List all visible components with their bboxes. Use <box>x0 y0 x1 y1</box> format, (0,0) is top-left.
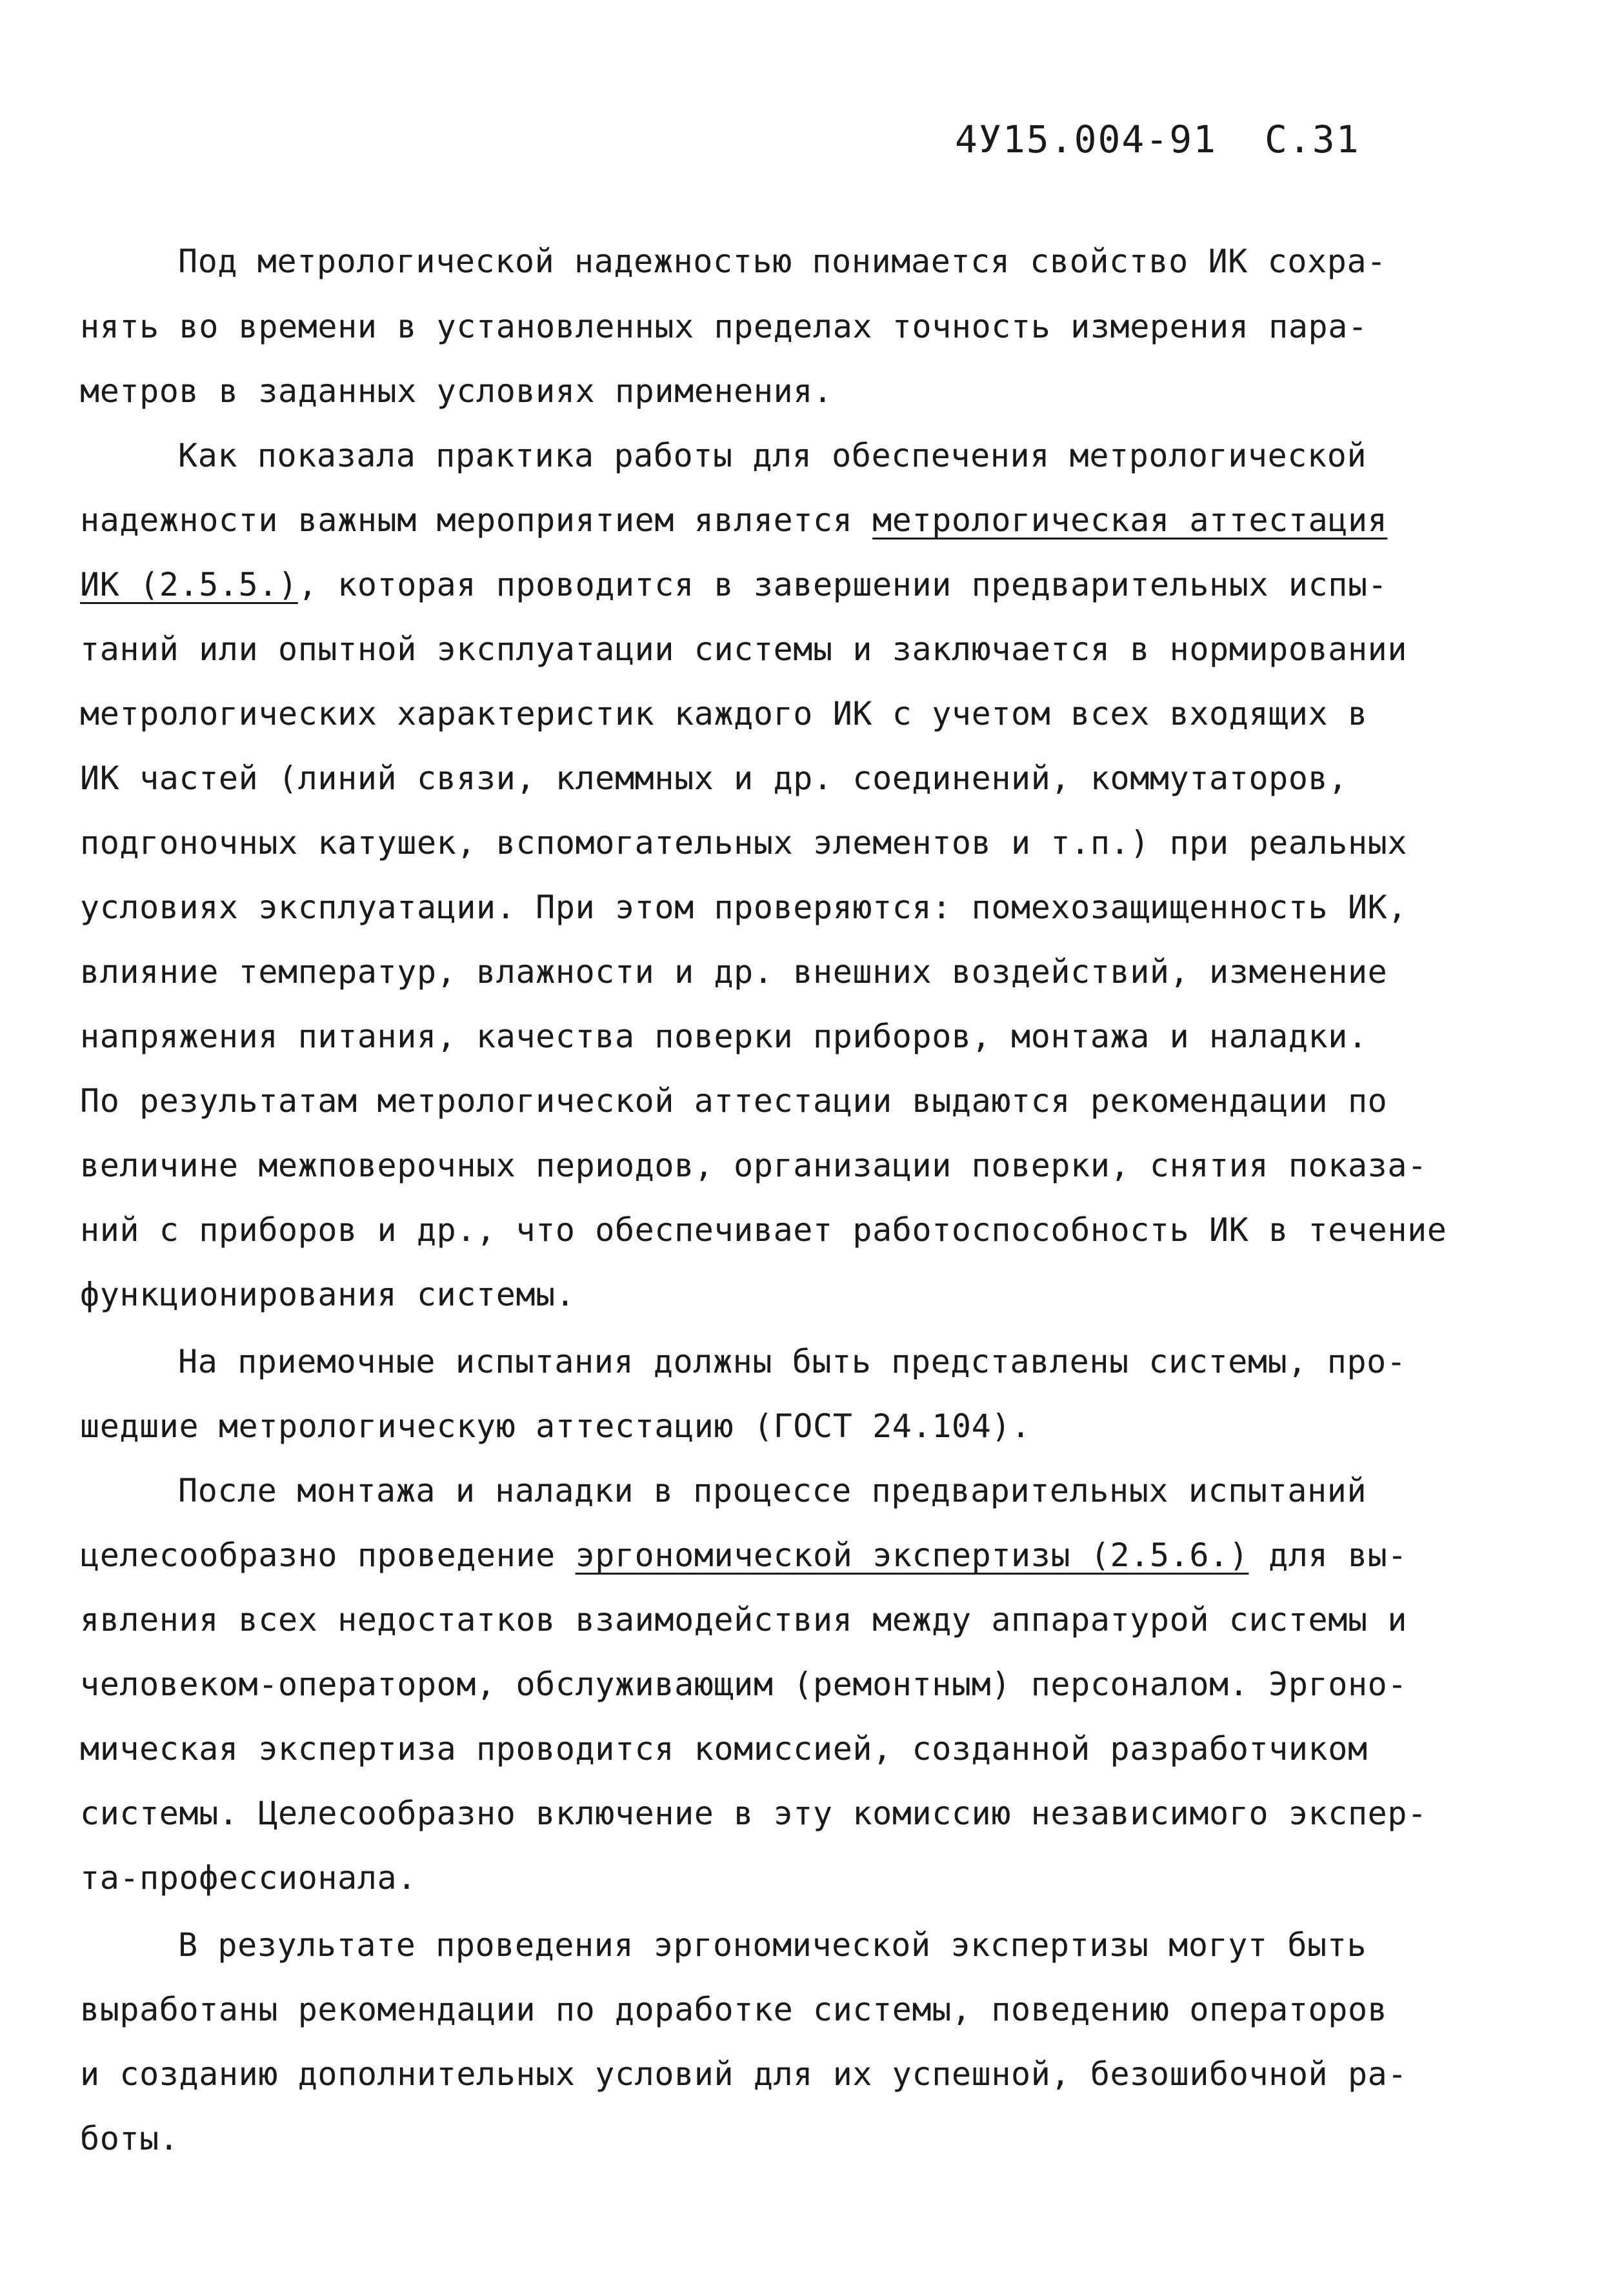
text-line: системы. Целесообразно включение в эту комиссию независимого экспер- <box>80 1795 1427 1832</box>
text-line: напряжения питания, качества поверки приборов, монтажа и наладки. <box>80 1018 1368 1055</box>
text-line <box>80 501 1387 539</box>
text-line: таний или опытной эксплуатации системы и заключается в нормировании <box>80 630 1408 668</box>
text-line: величине межповерочных периодов, организации поверки, снятия показа- <box>80 1147 1427 1184</box>
text-fragment: надежности важным мероприятием является <box>80 501 853 539</box>
reference-link-ergonomic-expertise: эргономической экспертизы (2.5.6.) <box>575 1537 1249 1574</box>
text-line: метров в заданных условиях применения. <box>80 372 833 410</box>
text-line: и созданию дополнительных условий для их успешной, безошибочной ра- <box>80 2055 1408 2093</box>
text-line: боты. <box>80 2120 179 2157</box>
text-line: мическая экспертиза проводится комиссией, созданной разработчиком <box>80 1730 1368 1768</box>
text-line: явления всех недостатков взаимодействия между аппаратурой системы и <box>80 1601 1408 1638</box>
text-fragment: , которая проводится в завершении предварительных испы- <box>297 566 1388 603</box>
text-line <box>80 565 1387 604</box>
text-line: та-профессионала. <box>80 1859 417 1897</box>
text-line: ИК частей (линий связи, клеммных и др. соединений, коммутаторов, <box>80 760 1348 797</box>
text-line: влияние температур, влажности и др. внешних воздействий, изменение <box>80 953 1388 991</box>
text-line: ний с приборов и др., что обеспечивает работоспособность ИК в течение <box>80 1211 1447 1249</box>
text-fragment: целесообразно проведение <box>80 1537 556 1574</box>
text-line: выработаны рекомендации по доработке системы, поведению операторов <box>80 1991 1388 2028</box>
text-line: условиях эксплуатации. При этом проверяются: помехозащищенность ИК, <box>80 889 1408 926</box>
text-line: На приемочные испытания должны быть представлены системы, про- <box>178 1343 1407 1380</box>
text-line: шедшие метрологическую аттестацию (ГОСТ 24.104). <box>80 1407 1031 1445</box>
text-line: подгоночных катушек, вспомогательных элементов и т.п.) при реальных <box>80 824 1408 862</box>
text-line: По результатам метрологической аттестации выдаются рекомендации по <box>80 1082 1388 1120</box>
text-line: После монтажа и наладки в процессе предварительных испытаний <box>178 1472 1367 1509</box>
reference-link-metrological-attestation: метрологическая аттестация <box>872 501 1388 539</box>
reference-link-section-2-5-5: ИК (2.5.5.) <box>80 566 298 603</box>
text-line: метрологических характеристик каждого ИК с учетом всех входящих в <box>80 695 1368 732</box>
text-line <box>80 1536 1407 1575</box>
page-header: 4У15.004-91 С.31 <box>955 117 1360 161</box>
text-line: функционирования системы. <box>80 1276 576 1313</box>
text-line: В результате проведения эргономической экспертизы могут быть <box>178 1926 1367 1964</box>
text-line: человеком-оператором, обслуживающим (ремонтным) персоналом. Эргоно- <box>80 1666 1408 1703</box>
text-line: Под метрологической надежностью понимается свойство ИК сохра- <box>178 243 1387 280</box>
text-line: нять во времени в установленных пределах точность измерения пара- <box>80 308 1368 345</box>
text-line: Как показала практика работы для обеспечения метрологической <box>178 437 1367 474</box>
text-fragment: для вы- <box>1268 1537 1408 1574</box>
